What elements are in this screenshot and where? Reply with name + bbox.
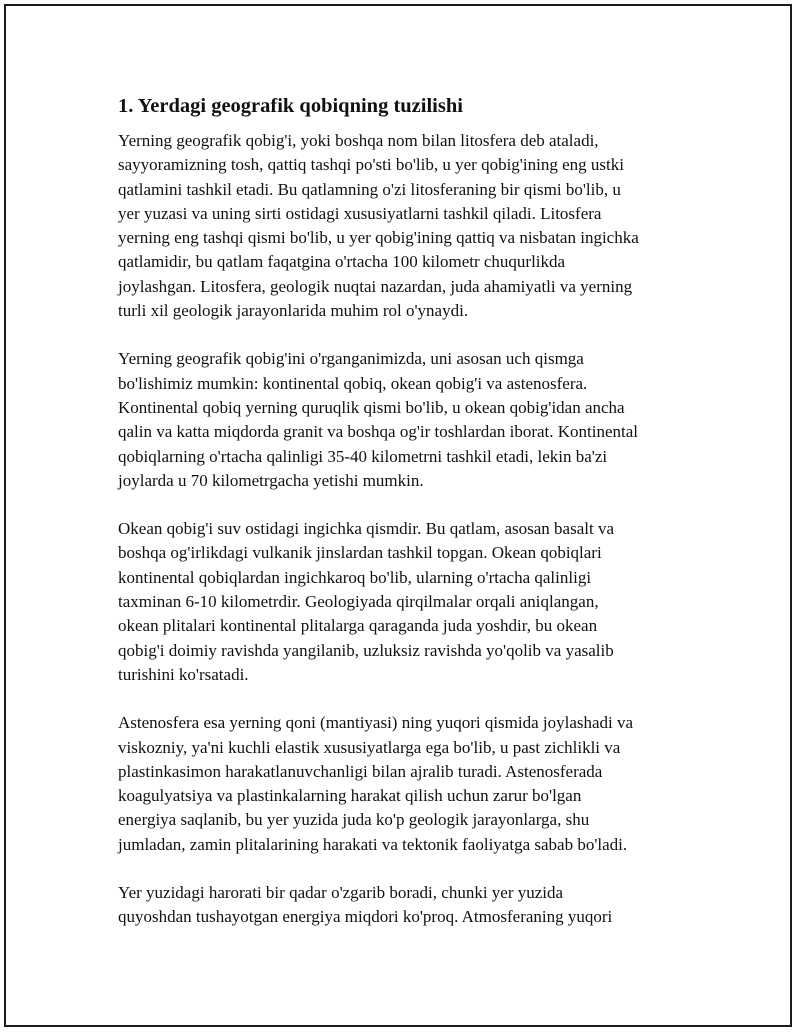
text-line: turishini ko'rsatadi. xyxy=(118,664,249,684)
text-line: joylashgan. Litosfera, geologik nuqtai nazardan, juda ahamiyatli va yerning xyxy=(118,276,633,296)
text-line: plastinkasimon harakatlanuvchanligi bilan ajralib turadi. Astenosferada xyxy=(118,761,603,781)
paragraph-3 xyxy=(118,517,688,687)
text-line: bo'lishimiz mumkin: kontinental qobiq, okean qobig'i va astenosfera. xyxy=(118,373,588,393)
text-line: qobiqlarning o'rtacha qalinligi 35-40 kilometrni tashkil etadi, lekin ba'zi xyxy=(118,446,608,466)
text-line: okean plitalari kontinental plitalarga qaraganda juda yoshdir, bu okean xyxy=(118,616,598,636)
text-line: taxminan 6-10 kilometrdir. Geologiyada qirqilmalar orqali aniqlangan, xyxy=(118,592,599,612)
text-line: Yer yuzidagi harorati bir qadar o'zgarib boradi, chunki yer yuzida xyxy=(118,883,564,903)
text-line: Okean qobig'i suv ostidagi ingichka qismdir. Bu qatlam, asosan basalt va xyxy=(118,519,614,539)
text-line: Astenosfera esa yerning qoni (mantiyasi) ning yuqori qismida joylashadi va xyxy=(118,713,634,733)
text-line: Yerning geografik qobig'ini o'rganganimizda, uni asosan uch qismga xyxy=(118,349,584,369)
text-line: sayyoramizning tosh, qattiq tashqi po'sti bo'lib, u yer qobig'ining eng ustki xyxy=(118,155,624,175)
text-line: Yerning geografik qobig'i, yoki boshqa nom bilan litosfera deb ataladi, xyxy=(118,131,599,150)
text-line: joylarda u 70 kilometrgacha yetishi mumkin. xyxy=(118,470,424,490)
text-line: koagulyatsiya va plastinkalarning harakat qilish uchun zarur bo'lgan xyxy=(118,786,582,806)
paragraph-4 xyxy=(118,711,688,857)
text-line: qatlamidir, bu qatlam faqatgina o'rtacha 100 kilometr chuqurlikda xyxy=(118,252,566,272)
text-line: turli xil geologik jarayonlarida muhim rol o'ynaydi. xyxy=(118,301,469,321)
text-line: yer yuzasi va uning sirti ostidagi xususiyatlarni tashkil qiladi. Litosfera xyxy=(118,203,602,223)
text-line: qalin va katta miqdorda granit va boshqa og'ir toshlardan iborat. Kontinental xyxy=(118,422,639,442)
text-line: jumladan, zamin plitalarining harakati va tektonik faoliyatga sabab bo'ladi. xyxy=(118,834,628,854)
text-line: viskozniy, ya'ni kuchli elastik xususiyatlarga ega bo'lib, u past zichlikli va xyxy=(118,737,621,757)
text-line: Kontinental qobiq yerning quruqlik qismi bo'lib, u okean qobig'idan ancha xyxy=(118,397,625,417)
document-title: 1. Yerdagi geografik qobiqning tuzilishi xyxy=(118,95,463,117)
text-line: kontinental qobiqlardan ingichkaroq bo'lib, ularning o'rtacha qalinligi xyxy=(118,567,592,587)
text-line: qatlamini tashkil etadi. Bu qatlamning o'zi litosferaning bir qismi bo'lib, u xyxy=(118,179,621,199)
document-content xyxy=(118,93,688,954)
text-line: yerning eng tashqi qismi bo'lib, u yer qobig'ining qattiq va nisbatan ingichka xyxy=(118,228,639,248)
text-line: qobig'i doimiy ravishda yangilanib, uzluksiz ravishda yo'qolib va yasalib xyxy=(118,640,614,660)
paragraph-5 xyxy=(118,881,688,930)
text-line: boshqa og'irlikdagi vulkanik jinslardan tashkil topgan. Okean qobiqlari xyxy=(118,543,602,563)
text-line: quyoshdan tushayotgan energiya miqdori ko'proq. Atmosferaning yuqori xyxy=(118,907,613,927)
paragraph-1 xyxy=(118,129,688,323)
text-line: energiya saqlanib, bu yer yuzida juda ko'p geologik jarayonlarga, shu xyxy=(118,810,590,830)
paragraph-2 xyxy=(118,347,688,493)
